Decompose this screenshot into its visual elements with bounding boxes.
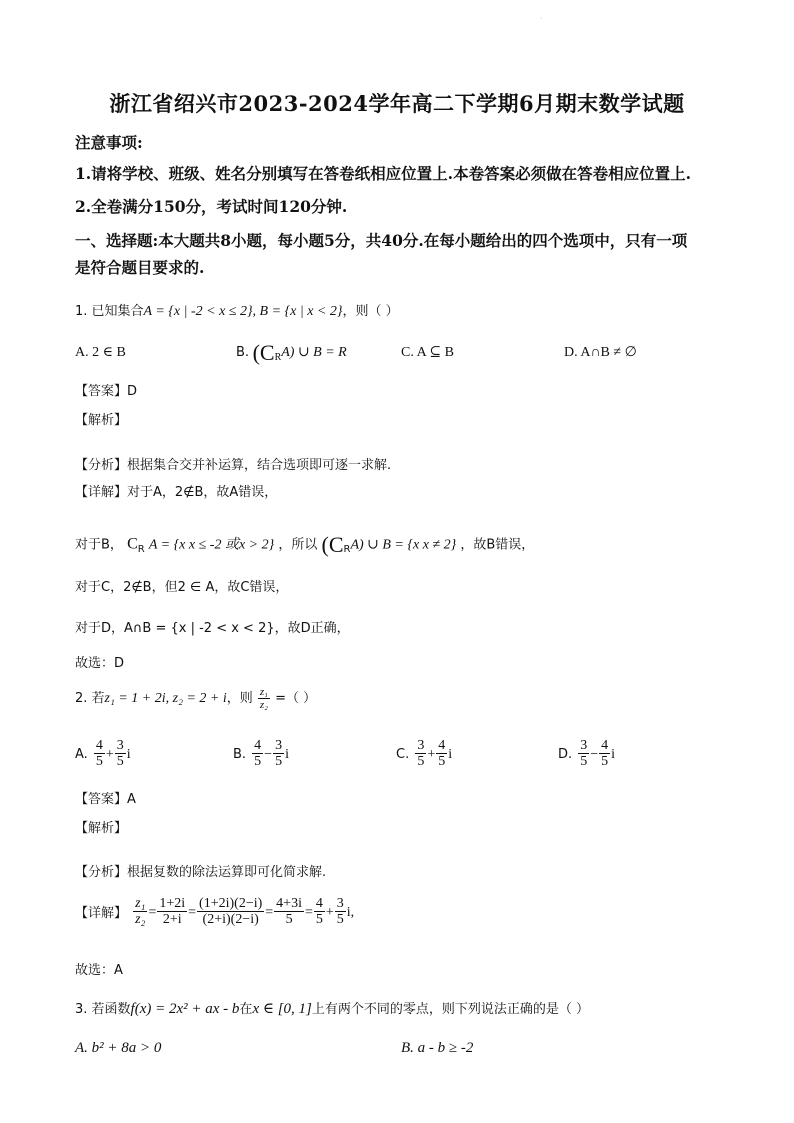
- q2-answer: 【答案】A: [75, 792, 136, 807]
- frac-den: 5: [254, 754, 262, 769]
- equals: =: [304, 905, 313, 920]
- q2-option-d-frac2: [599, 738, 610, 769]
- tail: i,: [346, 905, 355, 920]
- q2-option-d: [558, 738, 615, 769]
- q2-option-c-label: C.: [396, 747, 410, 762]
- q2-detail-frac-4: [274, 896, 304, 927]
- q2-stem-prefix: 2. 若: [75, 691, 105, 706]
- q2-detail-frac-2: [157, 896, 187, 927]
- q2-option-d-frac1: [578, 738, 589, 769]
- frac-den: 5: [275, 754, 283, 769]
- frac-den: 5: [116, 754, 124, 769]
- q1-stem: [75, 300, 399, 320]
- q2-stem-math: z₁ = 1 + 2i, z₂ = 2 + i: [104, 691, 227, 706]
- frac-num: 4: [95, 738, 103, 753]
- frac-den: 5: [315, 912, 323, 927]
- q2-stem-mid: ，则: [226, 691, 253, 706]
- frac-num: 3: [275, 738, 283, 753]
- q2-option-a-label: A.: [75, 747, 88, 762]
- q1-detail-c: 对于C，2∉B，但2 ∈ A，故C错误，: [75, 580, 289, 595]
- notice-item-1: 1.请将学校、班级、姓名分别填写在答卷纸相应位置上.本卷答案必须做在答卷相应位置上.: [75, 164, 691, 183]
- q1-detail-b-subscript-2: R: [343, 544, 351, 556]
- q1-detail-b-end: ，故B错误，: [460, 537, 535, 553]
- q1-detail-b-mid: ，所以: [278, 537, 318, 553]
- operator: −: [264, 747, 273, 762]
- frac-den: z₂: [135, 912, 146, 927]
- frac-num: 3: [116, 738, 124, 753]
- imaginary-unit: i: [448, 747, 453, 762]
- frac-num: (1+2i)(2−i): [199, 896, 263, 911]
- frac-den: 5: [438, 754, 446, 769]
- q1-detail-b-subscript: R: [137, 544, 145, 556]
- frac-num: 3: [580, 738, 588, 753]
- imaginary-unit: i: [126, 747, 131, 762]
- q3-option-a: A. b² + 8a > 0: [75, 1040, 162, 1056]
- equals: =: [265, 905, 274, 920]
- frac-den: 5: [580, 754, 588, 769]
- frac-num: 4: [254, 738, 262, 753]
- q2-detail: [75, 896, 354, 927]
- plus: +: [325, 905, 334, 920]
- q1-stem-math: A = {x | -2 < x ≤ 2}, B = {x | x < 2}: [143, 304, 343, 319]
- q1-detail-a: 【详解】对于A，2∉B，故A错误，: [75, 485, 278, 500]
- notice-heading: 注意事项:: [75, 133, 143, 152]
- q3-stem-math: f(x) = 2x² + ax - b: [130, 1001, 240, 1017]
- q2-detail-frac-6: [335, 896, 346, 927]
- q1-option-b-label: B.: [236, 345, 250, 361]
- operator: +: [427, 747, 436, 762]
- q2-stem-fraction: [258, 686, 270, 711]
- frac-num: 4+3i: [276, 896, 302, 911]
- q2-stem-frac-num: z₁: [259, 686, 269, 698]
- q2-option-b-frac1: [252, 738, 263, 769]
- q1-answer: 【答案】D: [75, 384, 138, 399]
- q1-analysis-label: 【解析】: [75, 413, 128, 428]
- q3-stem-prefix: 3. 若函数: [75, 1002, 131, 1017]
- q2-stem-suffix: =（ ）: [275, 691, 317, 706]
- q2-detail-label: 【详解】: [75, 906, 128, 921]
- operator: +: [105, 747, 114, 762]
- frac-num: 4: [601, 738, 609, 753]
- frac-num: 4: [315, 896, 323, 911]
- q1-detail-d: 对于D，A∩B = {x | -2 < x < 2}，故D正确，: [75, 621, 350, 636]
- frac-den: (2+i)(2−i): [202, 912, 259, 927]
- frac-num: 1+2i: [159, 896, 186, 911]
- q2-stem-frac-den: z₂: [259, 699, 269, 711]
- q2-option-c-frac1: [415, 738, 426, 769]
- q2-detail-frac-1: [133, 896, 147, 927]
- frac-den: 5: [417, 754, 425, 769]
- q1-detail-b-set: A = {x x ≤ -2 或x > 2}: [148, 537, 275, 553]
- q1-fenxi: 【分析】根据集合交并补运算，结合选项即可逐一求解.: [75, 458, 392, 473]
- q3-stem-suffix: 上有两个不同的零点，则下列说法正确的是（ ）: [311, 1002, 590, 1017]
- q1-detail-b-prefix: 对于B，: [75, 537, 123, 553]
- q1-detail-b-union-rest: A) ∪ B = {x x ≠ 2}: [350, 537, 457, 553]
- q2-conclusion: 故选：A: [75, 963, 123, 978]
- frac-num: 3: [336, 896, 344, 911]
- q1-option-b-rest: A) ∪ B = R: [281, 345, 347, 361]
- operator: −: [590, 747, 599, 762]
- page-title: 浙江省绍兴市2023-2024学年高二下学期6月期末数学试题: [109, 91, 685, 116]
- q2-option-b-frac2: [273, 738, 284, 769]
- q2-fenxi: 【分析】根据复数的除法运算即可化简求解.: [75, 865, 327, 880]
- equals: =: [188, 905, 197, 920]
- q3-stem-mid: 在: [239, 1002, 253, 1017]
- q1-detail-b: [75, 532, 534, 558]
- q2-option-b: [233, 738, 289, 769]
- q2-option-c-frac2: [436, 738, 447, 769]
- q1-detail-b-union: (C: [321, 532, 344, 557]
- q2-option-a: [75, 738, 131, 769]
- q1-option-d: D. A∩B ≠ ∅: [564, 345, 637, 360]
- notice-item-2: 2.全卷满分150分，考试时间120分钟.: [75, 197, 348, 216]
- frac-num: 4: [438, 738, 446, 753]
- q2-option-b-label: B.: [233, 747, 247, 762]
- q1-option-b: [236, 340, 347, 366]
- q2-option-d-label: D.: [558, 747, 573, 762]
- frac-den: 5: [601, 754, 609, 769]
- frac-den: 5: [285, 912, 293, 927]
- q3-option-b: B. a - b ≥ -2: [401, 1040, 474, 1056]
- imaginary-unit: i: [285, 747, 289, 762]
- frac-num: z₁: [135, 896, 146, 911]
- q1-conclusion: 故选：D: [75, 656, 125, 671]
- frac-den: 5: [95, 754, 103, 769]
- q2-option-c: [396, 738, 452, 769]
- q1-option-a: A. 2 ∈ B: [75, 345, 126, 360]
- imaginary-unit: i: [611, 747, 616, 762]
- q3-stem: [75, 998, 589, 1018]
- frac-den: 2+i: [162, 912, 182, 927]
- q1-option-b-complement: (C: [252, 340, 275, 365]
- section-heading-line-2: 是符合题目要求的.: [75, 258, 205, 277]
- q2-detail-frac-5: [314, 896, 325, 927]
- q1-option-c: C. A ⊆ B: [401, 345, 454, 360]
- q1-option-b-subscript: R: [274, 352, 282, 364]
- frac-num: 3: [417, 738, 425, 753]
- q1-detail-b-complement: C: [127, 535, 138, 553]
- q2-detail-frac-3: [197, 896, 264, 927]
- q2-option-a-frac1: [94, 738, 105, 769]
- scan-speck: ·: [540, 14, 543, 23]
- equals: =: [148, 905, 157, 920]
- q1-stem-prefix: 1. 已知集合: [75, 304, 144, 319]
- q1-stem-suffix: ，则（ ）: [342, 304, 399, 319]
- q2-analysis-label: 【解析】: [75, 821, 128, 836]
- q2-stem: [75, 686, 316, 711]
- section-heading-line-1: 一、选择题:本大题共8小题，每小题5分，共40分.在每小题给出的四个选项中，只有一项: [75, 231, 688, 250]
- frac-den: 5: [336, 912, 344, 927]
- q3-stem-math-2: x ∈ [0, 1]: [252, 1001, 312, 1017]
- q2-option-a-frac2: [115, 738, 126, 769]
